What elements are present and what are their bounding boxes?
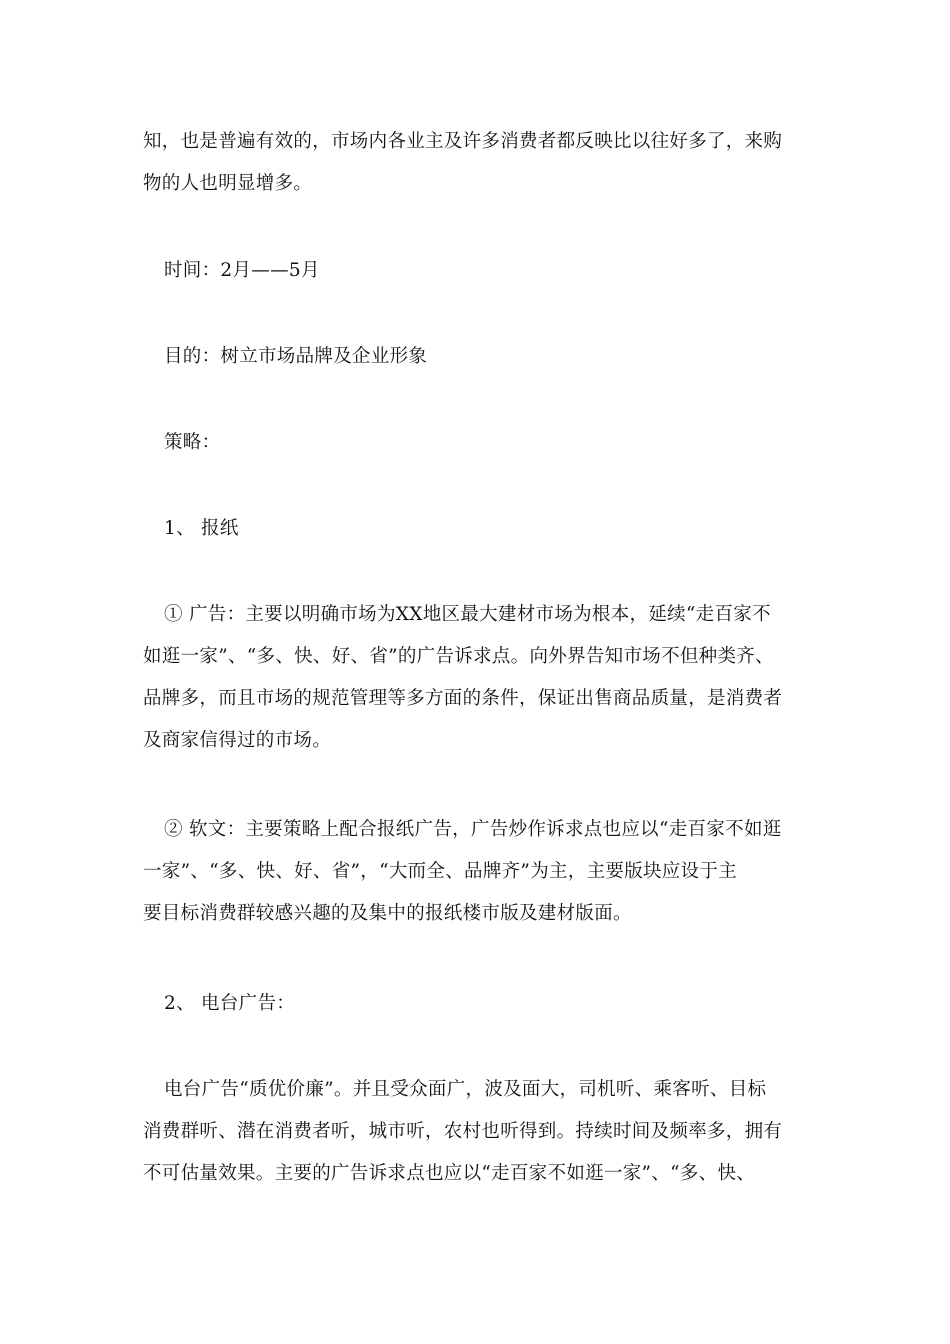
- item2-heading-paragraph: [143, 983, 813, 1025]
- intro-paragraph: [143, 121, 813, 205]
- time-paragraph: [143, 250, 813, 292]
- strategy-paragraph: [143, 422, 813, 464]
- paragraph-line: 电台广告“质优价廉”。并且受众面广，波及面大，司机听、乘客听、目标: [164, 1079, 767, 1100]
- paragraph-line: 消费群听、潜在消费者听，城市听，农村也听得到。持续时间及频率多，拥有: [143, 1121, 783, 1142]
- item2-body-paragraph: [143, 1069, 813, 1195]
- paragraph-line: ② 软文：主要策略上配合报纸广告，广告炒作诉求点也应以“走百家不如逛: [164, 819, 782, 840]
- paragraph-line: 不可估量效果。主要的广告诉求点也应以“走百家不如逛一家”、“多、快、: [143, 1163, 756, 1184]
- paragraph-line: 要目标消费群较感兴趣的及集中的报纸楼市版及建材版面。: [143, 903, 632, 924]
- time-line: 时间：2月——5月: [164, 260, 320, 281]
- purpose-paragraph: [143, 336, 813, 378]
- paragraph-line: 及商家信得过的市场。: [143, 730, 332, 751]
- paragraph-line: 一家”、“多、快、好、省”，“大而全、品牌齐”为主，主要版块应设于主: [143, 861, 737, 882]
- paragraph-line: 如逛一家”、“多、快、好、省”的广告诉求点。向外界告知市场不但种类齐、: [143, 646, 774, 667]
- paragraph-line: ① 广告：主要以明确市场为XX地区最大建材市场为根本，延续“走百家不: [164, 604, 771, 625]
- item1-soft-paragraph: [143, 809, 813, 935]
- item2-heading: 2、 电台广告：: [164, 993, 296, 1014]
- strategy-heading: 策略：: [164, 432, 221, 453]
- item1-ad-paragraph: [143, 594, 813, 762]
- item1-heading: 1、 报纸: [164, 518, 239, 539]
- paragraph-line: 物的人也明显增多。: [143, 173, 313, 194]
- item1-heading-paragraph: [143, 508, 813, 550]
- purpose-line: 目的：树立市场品牌及企业形象: [164, 346, 428, 367]
- paragraph-line: 知，也是普遍有效的，市场内各业主及许多消费者都反映比以往好多了，来购: [143, 131, 783, 152]
- paragraph-line: 品牌多，而且市场的规范管理等多方面的条件，保证出售商品质量，是消费者: [143, 688, 783, 709]
